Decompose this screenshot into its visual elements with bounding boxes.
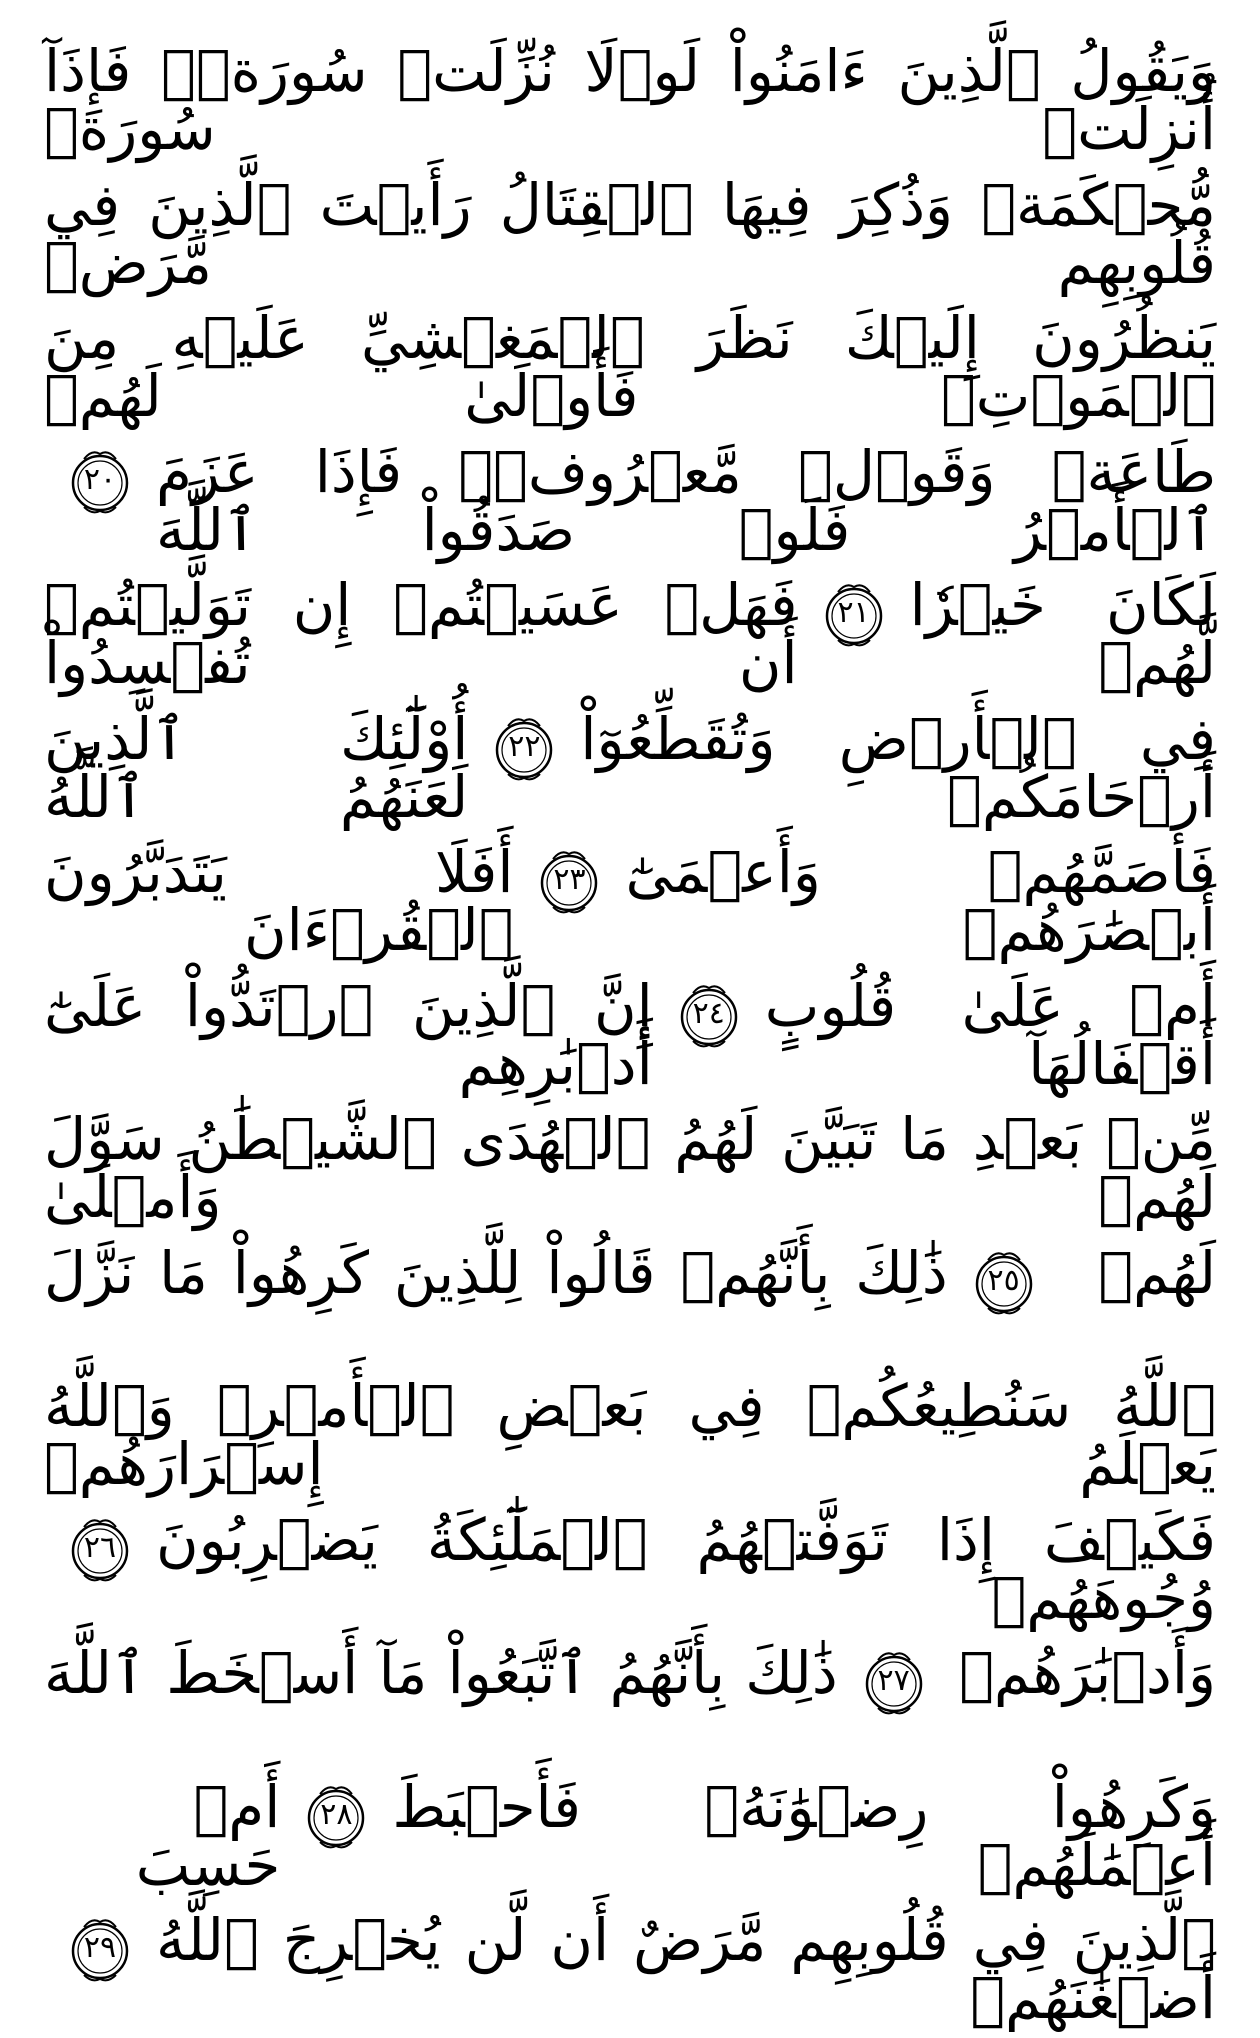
verse-line: [44, 1214, 1216, 1348]
verse-text: فَهَلۡ عَسَيۡتُمۡ إِن تَوَلَّيۡتُمۡ أَن تُفۡسِدُواْ: [44, 571, 798, 697]
verse-text: وَيَقُولُ ٱلَّذِينَ ءَامَنُواْ لَوۡلَا نُزِّلَتۡ سُورَةٞۖ فَإِذَآ أُنزِلَتۡ سُورَةٞ: [44, 37, 1216, 163]
ayah-number: ٢٩: [83, 1930, 117, 1965]
ayah-number: ٢٧: [877, 1663, 910, 1698]
verse-text: أَفَلَا يَتَدَبَّرُونَ ٱلۡقُرۡءَانَ: [44, 838, 514, 964]
ayah-end-marker: [667, 979, 751, 1049]
verse-line: [44, 546, 1216, 697]
ayah-end-marker: [527, 845, 611, 915]
verse-text: ٱلَّذِينَ فِي قُلُوبِهِم مَّرَضٌ أَن لَّن يُخۡرِجَ ٱللَّهُ أَضۡغَٰنَهُمۡ: [156, 1906, 1216, 2032]
verse-text: أُوْلَٰٓئِكَ ٱلَّذِينَ لَعَنَهُمُ ٱللَّهُ: [44, 704, 469, 831]
ayah-end-marker: [58, 1913, 142, 1983]
verse-text: أَمۡ حَسِبَ: [135, 1772, 281, 1899]
verse-line: [44, 1481, 1216, 1632]
verse-text: فِي ٱلۡأَرۡضِ وَتُقَطِّعُوٓاْ أَرۡحَامَكُمۡ: [580, 704, 1216, 831]
verse-line: [44, 12, 1216, 163]
verse-text: طَاعَةٞ وَقَوۡلٞ مَّعۡرُوفٞۚ فَإِذَا عَزَمَ ٱلۡأَمۡرُ فَلَوۡ صَدَقُواْ ٱللَّهَ: [156, 437, 1216, 564]
ayah-number: ٢٥: [987, 1262, 1020, 1298]
ayah-number: ٢٢: [508, 728, 541, 764]
verse-lines: [43, 18, 1216, 2032]
ayah-end-marker: [294, 1780, 378, 1850]
ayah-number: ٢١: [837, 595, 870, 630]
ayah-end-marker: [852, 1646, 936, 1716]
ayah-end-marker: [58, 1513, 142, 1583]
verse-line: [44, 947, 1216, 1098]
verse-text: ذَٰلِكَ بِأَنَّهُمۡ قَالُواْ لِلَّذِينَ كَرِهُواْ مَا نَزَّلَ: [43, 1238, 948, 1307]
verse-text: يَنظُرُونَ إِلَيۡكَ نَظَرَ ٱلۡمَغۡشِيِّ عَلَيۡهِ مِنَ ٱلۡمَوۡتِۖ فَأَوۡلَىٰ لَهُمۡ: [44, 304, 1216, 430]
ayah-end-marker: [58, 445, 142, 515]
verse-text: لَهُمۡ: [1098, 1238, 1216, 1307]
ayah-number: ٢٦: [83, 1529, 117, 1565]
verse-text: فَكَيۡفَ إِذَا تَوَفَّتۡهُمُ ٱلۡمَلَٰٓئِكَةُ يَضۡرِبُونَ وُجُوهَهُمۡ: [156, 1505, 1216, 1632]
verse-line: [44, 413, 1216, 564]
ayah-end-marker: [482, 712, 566, 782]
ayah-end-marker: [962, 1246, 1046, 1316]
verse-line: [44, 279, 1216, 430]
verse-text: ذَٰلِكَ بِأَنَّهُمُ ٱتَّبَعُواْ مَآ أَسۡخَطَ ٱللَّهَ: [44, 1639, 838, 1707]
verse-text: ٱللَّهُ سَنُطِيعُكُمۡ فِي بَعۡضِ ٱلۡأَمۡرِۖ وَٱللَّهُ يَعۡلَمُ إِسۡرَارَهُمۡ: [44, 1372, 1216, 1498]
verse-text: وَكَرِهُواْ رِضۡوَٰنَهُۥ فَأَحۡبَطَ أَعۡمَٰلَهُمۡ: [392, 1772, 1216, 1899]
verse-line: [44, 1080, 1216, 1231]
verse-line: [44, 680, 1216, 831]
verse-text: إِنَّ ٱلَّذِينَ ٱرۡتَدُّواْ عَلَىٰٓ أَدۡبَٰرِهِم: [44, 971, 653, 1098]
verse-text: مِّنۢ بَعۡدِ مَا تَبَيَّنَ لَهُمُ ٱلۡهُدَى ٱلشَّيۡطَٰنُ سَوَّلَ لَهُمۡ وَأَمۡلَىٰ: [44, 1105, 1216, 1231]
verse-line: [44, 1748, 1216, 1899]
ayah-number: ٢٨: [320, 1796, 353, 1832]
verse-line: [44, 1347, 1216, 1498]
verse-text: لَكَانَ خَيۡرٗا لَّهُمۡ: [909, 571, 1216, 697]
ayah-number: ٢٤: [692, 995, 725, 1031]
verse-line: [44, 1881, 1216, 2032]
ayah-number: ٢٠: [83, 461, 117, 497]
verse-line: [44, 813, 1216, 964]
ayah-end-marker: [812, 578, 896, 648]
verse-text: أَمۡ عَلَىٰ قُلُوبٍ أَقۡفَالُهَآ: [764, 971, 1216, 1098]
verse-line: [44, 1614, 1216, 1748]
ayah-number: ٢٣: [553, 862, 586, 897]
verse-text: فَأَصَمَّهُمۡ وَأَعۡمَىٰٓ أَبۡصَٰرَهُمۡ: [625, 838, 1216, 964]
verse-line: [44, 146, 1216, 297]
verse-text: وَأَدۡبَٰرَهُمۡ: [959, 1639, 1216, 1707]
verse-text: مُّحۡكَمَةٞ وَذُكِرَ فِيهَا ٱلۡقِتَالُ رَأَيۡتَ ٱلَّذِينَ فِي قُلُوبِهِم مَّرَضٞ: [44, 170, 1216, 297]
